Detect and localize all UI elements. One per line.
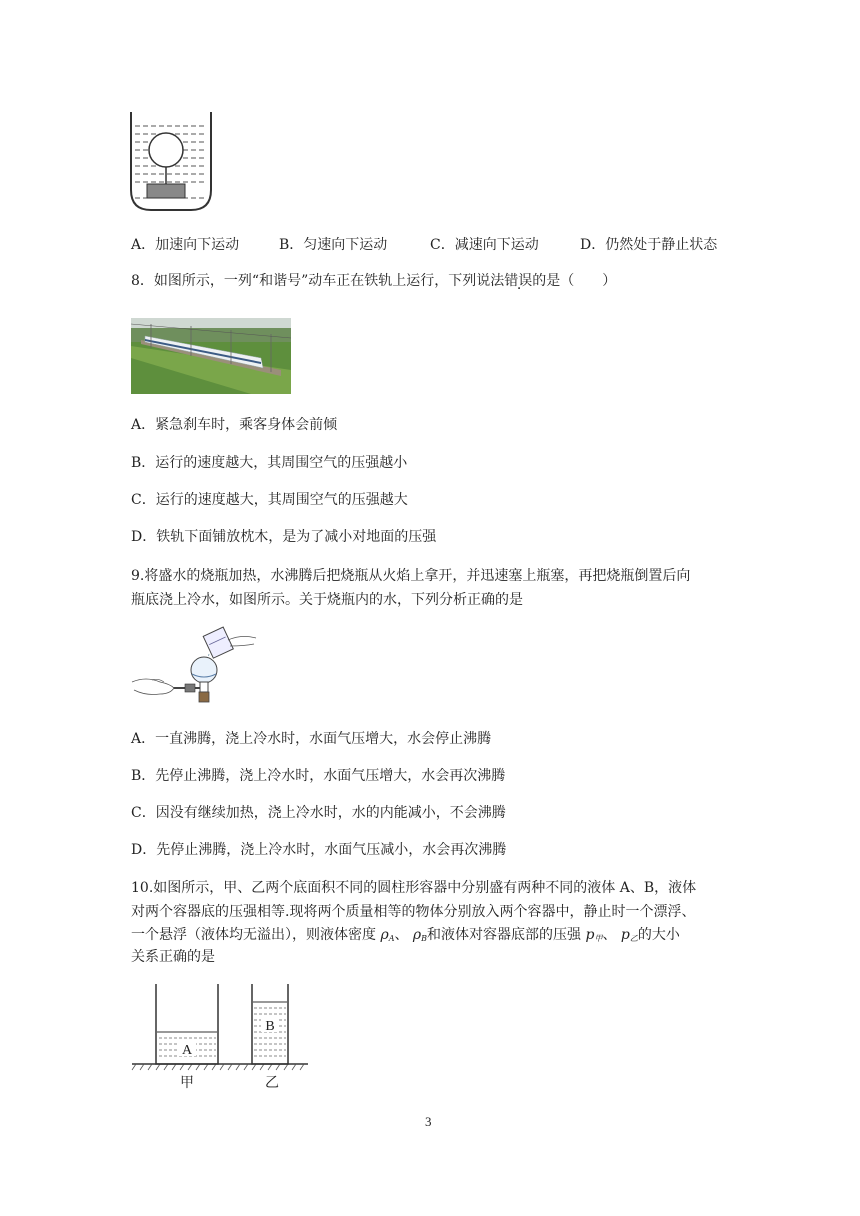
q7-options [131, 234, 731, 254]
q9-stem-line2: 瓶底浇上冷水，如图所示。关于烧瓶内的水，下列分析正确的是 [131, 592, 523, 608]
q9-option-a: A．一直沸腾，浇上冷水时，水面气压增大，水会停止沸腾 [131, 731, 492, 747]
q7-option-a: A．加速向下运动 [131, 237, 240, 253]
caption-jia: 甲 [180, 1075, 194, 1091]
q9-option-d: D．先停止沸腾，浇上冷水时，水面气压减小，水会再次沸腾 [131, 842, 507, 858]
q10-stem-line3: 一个悬浮（液体均无溢出），则液体密度 $\rho_A$、 $\rho_B$和液体对容器底部的压强 $p_甲$、 $p_乙$的大小 [131, 927, 680, 943]
q8-stem: 8．如图所示，一列“和谐号”动车正在铁轨上运行，下列说法错误的是（ ） [131, 273, 617, 289]
q7-option-b: B．匀速向下运动 [279, 237, 388, 253]
q10-stem-line1: 10.如图所示，甲、乙两个底面积不同的圆柱形容器中分别盛有两种不同的液体 A、B，液体 [131, 880, 697, 896]
q8-option-c: C．运行的速度越大，其周围空气的压强越大 [131, 492, 408, 508]
liquid-a-label: A [181, 1043, 193, 1058]
q9-flask-figure [130, 624, 260, 706]
q8-option-b: B．运行的速度越大，其周围空气的压强越小 [131, 455, 408, 471]
q7-figure [127, 110, 215, 214]
q7-option-d: D．仍然处于静止状态 [580, 237, 718, 253]
q8-emphasis: 错误 [504, 273, 533, 289]
q7-option-c: C．减速向下运动 [430, 237, 539, 253]
q10-stem-line2: 对两个容器底的压强相等.现将两个质量相等的物体分别放入两个容器中，静止时一个漂浮、 [131, 904, 696, 920]
q8-option-a: A．紧急刹车时，乘客身体会前倾 [131, 417, 338, 433]
train-photo [131, 318, 291, 394]
block [147, 184, 185, 198]
q10-stem-line4: 关系正确的是 [131, 949, 215, 965]
liquid-b-label: B [265, 1019, 275, 1034]
q9-option-c: C．因没有继续加热，浇上冷水时，水的内能减小，不会沸腾 [131, 805, 506, 821]
q10-containers-figure [130, 980, 312, 1092]
page-number: 3 [425, 1114, 432, 1129]
q9-stem-line1: 9.将盛水的烧瓶加热，水沸腾后把烧瓶从火焰上拿开，并迅速塞上瓶塞，再把烧瓶倒置后向 [131, 568, 691, 584]
caption-yi: 乙 [265, 1075, 279, 1091]
ball [149, 133, 183, 167]
q8-option-d: D．铁轨下面铺放枕木，是为了减小对地面的压强 [131, 529, 437, 545]
flask-bulb [191, 657, 217, 683]
q9-option-b: B．先停止沸腾，浇上冷水时，水面气压增大，水会再次沸腾 [131, 768, 506, 784]
